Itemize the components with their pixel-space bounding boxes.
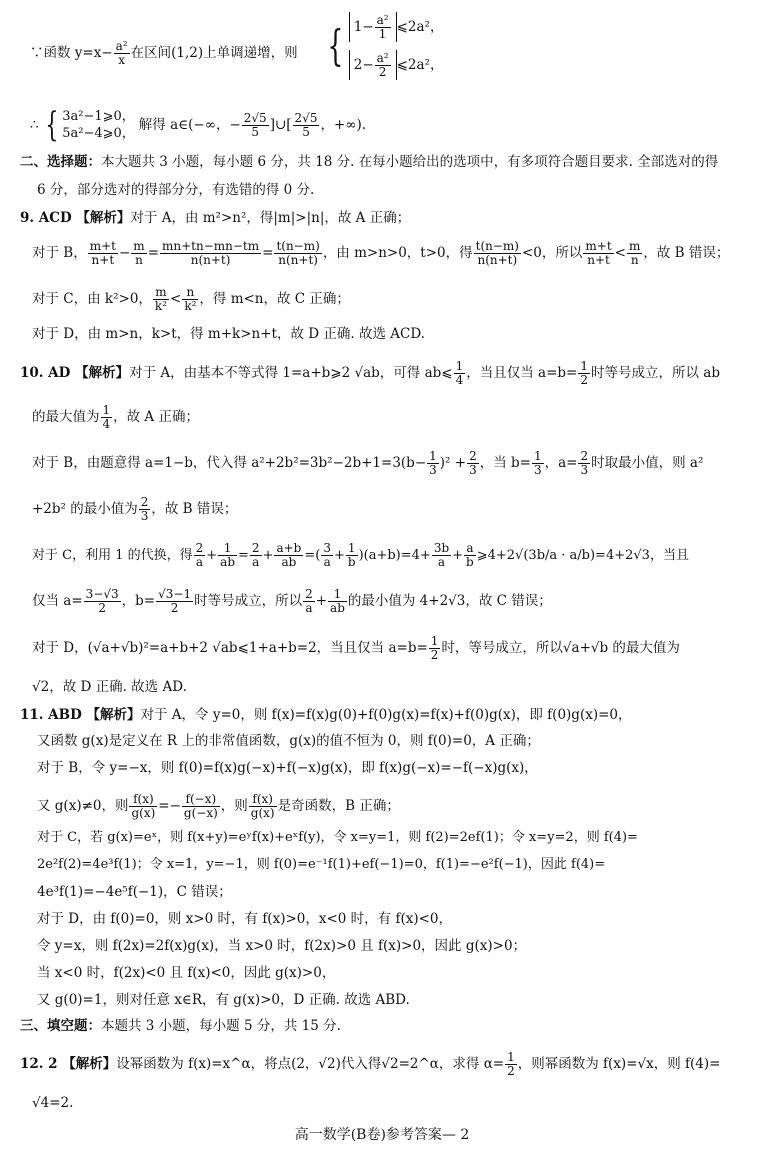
q10-line-d: 对于 D，(√a+√b)²=a+b+2 √ab⩽1+a+b=2，当且仅当 a=b= $\frac{1}{2}$ 时，等号成立，所以√a+√b 的最大值为: [32, 634, 680, 662]
section-3-heading: 三、填空题：本题共 3 小题，每小题 5 分，共 15 分.: [20, 1018, 341, 1034]
q10-line-d2: √2，故 D 正确. 故选 AD.: [32, 679, 187, 695]
q10-line-a: 10. AD 【解析】对于 A，由基本不等式得 1=a+b⩾2 √ab，可得 ab⩽ $\frac{1}{4}$ ，当且仅当 a=b= $\frac{1}{2}$ 时等号成立，所以 ab: [20, 359, 720, 387]
q11-line-8: 对于 D，由 f(0)=0，则 x>0 时，有 f(x)>0，x<0 时，有 f(x)<0，: [37, 911, 452, 927]
q11-line-11: 又 g(0)=1，则对任意 x∈R，有 g(x)>0，D 正确. 故选 ABD.: [37, 992, 410, 1008]
q11-line-10: 当 x<0 时，f(2x)<0 且 f(x)<0，因此 g(x)>0，: [37, 965, 336, 981]
q12-line-2: √4=2.: [32, 1095, 74, 1111]
q11-line-1: 11. ABD 【解析】对于 A，令 y=0，则 f(x)=f(x)g(0)+f(0)g(x)=f(x)+f(0)g(x)，即 f(0)g(x)=0，: [20, 707, 632, 723]
q11-line-2: 又函数 g(x)是定义在 R 上的非常值函数，g(x)的值不恒为 0，则 f(0)=0，A 正确；: [37, 733, 540, 749]
section-2-heading-cont: 6 分，部分选对的得部分分，有选错的得 0 分.: [37, 182, 315, 198]
q9-line-c: 对于 C，由 k²>0， $\frac{m}{\text{k²}}$ < $\frac{n}{\text{k²}}$ ，得 m<n，故 C 正确；: [32, 285, 350, 313]
q11-line-9: 令 y=x，则 f(2x)=2f(x)g(x)，当 x>0 时，f(2x)>0 且 f(x)>0，因此 g(x)>0；: [37, 938, 527, 954]
q10-line-a2: 的最大值为 $\frac{1}{4}$ ，故 A 正确；: [32, 403, 199, 431]
q11-line-3: 对于 B，令 y=−x，则 f(0)=f(x)g(−x)+f(−x)g(x)，即 f(x)g(−x)=−f(−x)g(x)，: [37, 760, 538, 776]
q9-line-a: 9. ACD 【解析】对于 A，由 m²>n²，得|m|>|n|，故 A 正确；: [20, 210, 411, 226]
fraction: $\frac{\text{a²}}{x}$: [115, 39, 128, 67]
text: ∵函数 y=x−: [30, 45, 113, 61]
page-footer: 高一数学(B卷)参考答案— 2: [294, 1127, 470, 1143]
q10-line-c: 对于 C，利用 1 的代换，得 $\frac{2}{a}$ + $\frac{1}{ab}$ = $\frac{2}{a}$ + $\frac{a+b}{ab}$ =( $\frac{3}{a}$ + $\frac{1}{b}$ )(a+b)=4+ $\frac{3b}{a}$ + $\frac{a}{b}$ ⩾4+2√(3b/a · a/b)=4+2√3，当且: [32, 541, 689, 569]
q10-line-c2: 仅当 a= $\frac{3-√3}{2}$ ，b= $\frac{√3-1}{2}$ 时等号成立，所以 $\frac{2}{a}$ + $\frac{1}{ab}$ 的最小值为 4+2√3，故 C 错误；: [32, 587, 552, 615]
brace-system-1: { 1− $\frac{\text{a²}}{1}$ ⩽2a²， 2− $\frac{\text{a²}}{2}$ ⩽2a²，: [327, 12, 444, 79]
q9-line-b: 对于 B， $\frac{m+t}{n+t}$ − $\frac{m}{n}$ = $\frac{mn+tn-mn-tm}{n(n+t)}$ = $\frac{t(n-m)}{n(n+t)}$ ，由 m>n>0，t>0，得 $\frac{t(n-m)}{n(n+t)}$ <0，所以 $\frac{m+t}{n+t}$ < $\frac{m}{n}$ ，故 B 错误；: [32, 239, 730, 267]
q12-line-1: 12. 2 【解析】设幂函数为 f(x)=x^α，将点(2，√2)代入得√2=2^α，求得 α= $\frac{1}{2}$ ，则幂函数为 f(x)=√x，则 f(4)=: [20, 1050, 721, 1078]
section-2-heading: 二、选择题：本大题共 3 小题，每小题 6 分，共 18 分. 在每小题给出的选项中，有多项符合题目要求. 全部选对的得: [20, 154, 719, 170]
q9-line-d: 对于 D，由 m>n，k>t，得 m+k>n+t，故 D 正确. 故选 ACD.: [32, 326, 425, 342]
q11-line-5: 对于 C，若 g(x)=eˣ，则 f(x+y)=eʸf(x)+eˣf(y)，令 x=y=1，则 f(2)=2ef(1)；令 x=y=2，则 f(4)=: [37, 830, 638, 845]
q11-line-7: 4e³f(1)=−4e⁵f(−1)，C 错误；: [37, 884, 232, 900]
q10-line-b2: +2b² 的最小值为 $\frac{2}{3}$ ，故 B 错误；: [32, 495, 238, 523]
brace-system-2: ∴ { 3a²−1⩾0， 5a²−4⩾0， 解得 a∈(−∞，− $\frac{2√5}{5}$ ]∪[ $\frac{2√5}{5}$ ，+∞).: [30, 105, 367, 145]
q10-line-b: 对于 B，由题意得 a=1−b，代入得 a²+2b²=3b²−2b+1=3(b− $\frac{1}{3}$ )² + $\frac{2}{3}$ ，当 b= $\frac{1}{3}$ ，a= $\frac{2}{3}$ 时取最小值，则 a²: [32, 449, 704, 477]
left-brace: {: [327, 21, 344, 70]
q11-line-6: 2e²f(2)=4e³f(1)；令 x=1，y=−1，则 f(0)=e⁻¹f(1)+ef(−1)=0，f(1)=−e²f(−1)，因此 f(4)=: [37, 857, 606, 872]
line-monotonic: [30, 40, 298, 67]
q11-line-4: 又 g(x)≠0，则 $\frac{f(x)}{g(x)}$ =− $\frac{f(-x)}{g(-x)}$ ，则 $\frac{f(x)}{g(x)}$ 是奇函数，B 正确；: [37, 792, 400, 820]
text: 在区间(1,2)上单调递增，则: [130, 45, 298, 61]
